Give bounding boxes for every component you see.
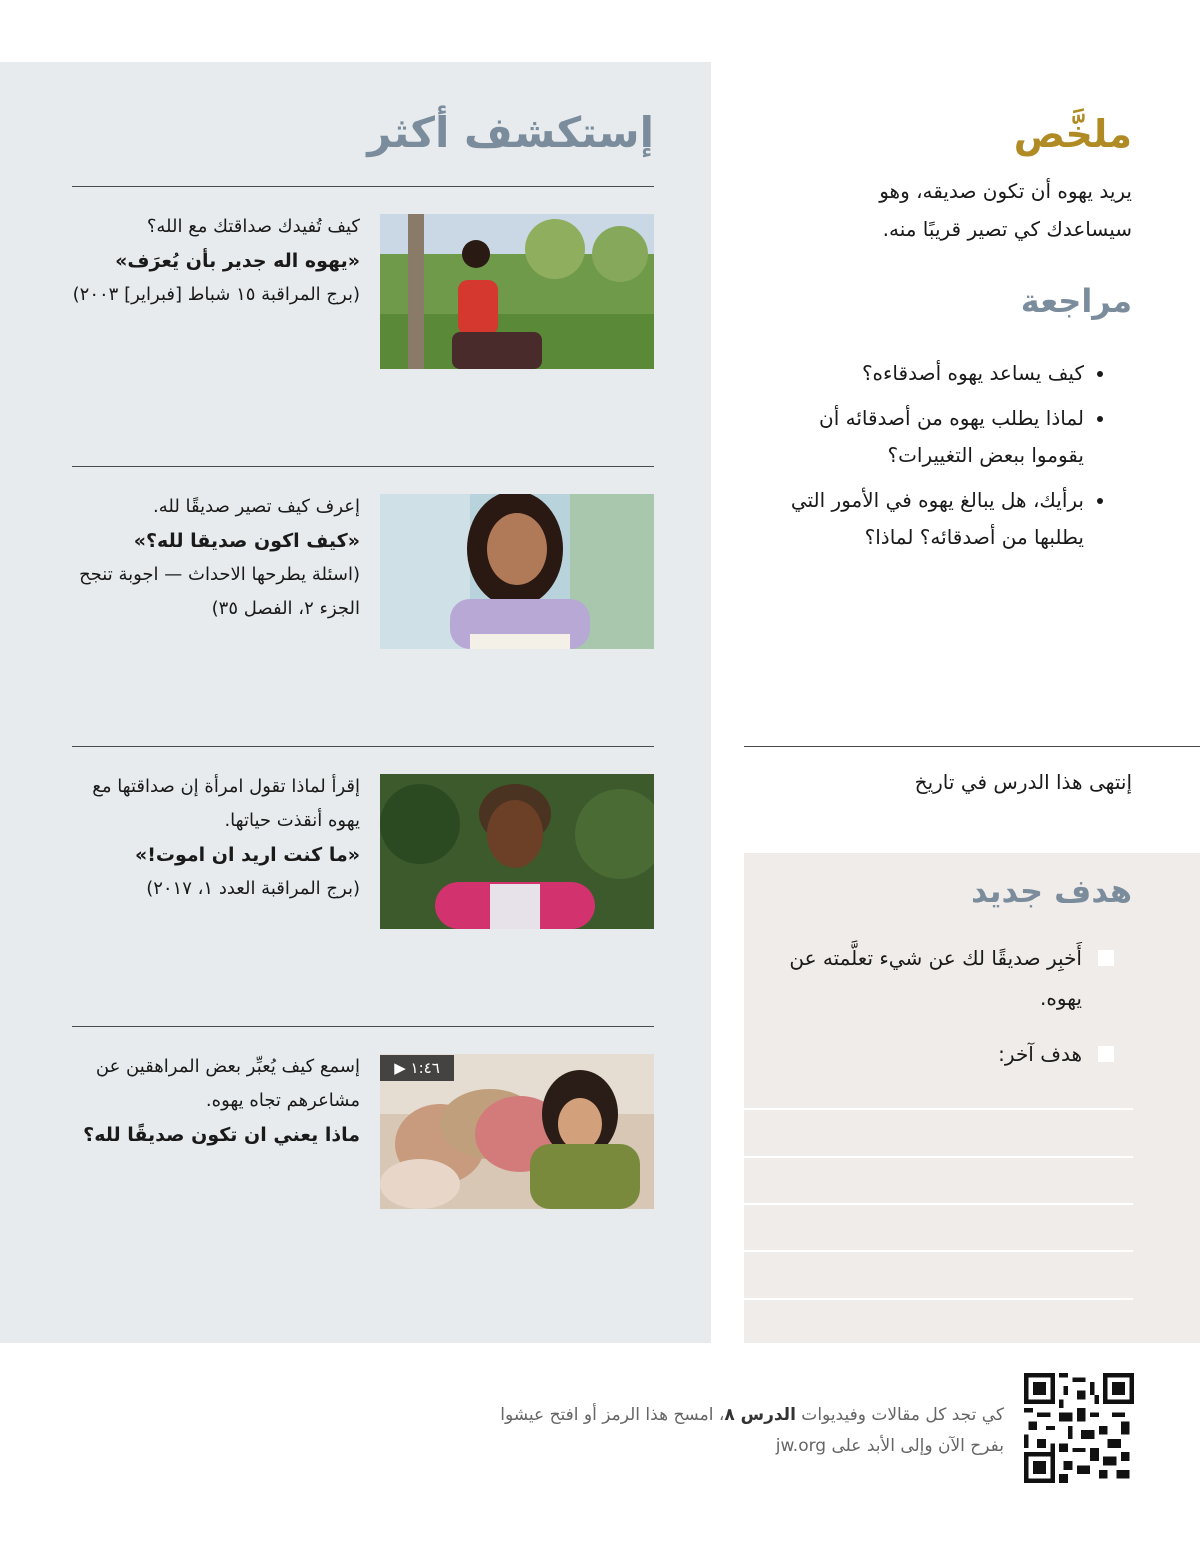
explore-item-intro: إقرأ لماذا تقول امرأة إن صداقتها مع يهوه أنقذت حياتها. [92,776,360,831]
explore-item-source: (برج المراقبة ١٥ شباط [فبراير] ٢٠٠٣) [72,284,360,305]
goal-option[interactable] [784,938,1114,1018]
footer-text [484,1400,1004,1462]
writing-line[interactable] [744,1156,1133,1158]
writing-line[interactable] [744,1250,1133,1252]
explore-item-text [70,770,360,906]
goal-option[interactable] [784,1034,1114,1074]
review-title: مراجعة [1020,282,1132,320]
explore-item-source: (برج المراقبة العدد ١، ٢٠١٧) [146,878,360,899]
writing-line[interactable] [744,1203,1133,1205]
smiling-woman-photo[interactable] [380,774,654,929]
video-duration: ١:٤٦ [410,1059,440,1077]
qr-code[interactable] [1024,1373,1134,1483]
explore-item-text [70,490,360,626]
explore-item-link[interactable]: «كيف اكون صديقا لله؟» [133,530,360,552]
review-question: • برأيك، هل يبالغ يهوه في الأمور التي يطلبها من أصدقائه؟ لماذا؟ [784,482,1084,556]
divider [72,186,654,187]
divider [72,1026,654,1027]
review-list [784,355,1110,564]
writing-line[interactable] [744,1108,1133,1110]
divider [72,746,654,747]
goal-option-label: أَخبِر صديقًا لك عن شيء تعلَّمته عن يهوه. [789,946,1082,1010]
goal-option-label: هدف آخر: [998,1042,1082,1066]
explore-item-video-link[interactable]: ماذا يعني ان تكون صديقًا لله؟ [83,1124,360,1146]
new-goal-panel [744,853,1200,1343]
explore-item-text [70,210,360,312]
footer-text-before: كي تجد كل مقالات وفيديوات [795,1405,1004,1425]
explore-item-intro: إعرف كيف تصير صديقًا لله. [153,496,360,517]
summary-title: ملخَّص [1013,112,1132,156]
explore-item-source: (اسئلة يطرحها الاحداث — اجوبة تنجح الجزء ٢، الفصل ٣٥) [79,564,360,619]
footer-lesson: الدرس ٨ [724,1405,796,1425]
divider [72,466,654,467]
checkbox[interactable] [1098,950,1114,966]
review-question: • لماذا يطلب يهوه من أصدقائه أن يقوموا ببعض التغييرات؟ [784,400,1084,474]
checkbox[interactable] [1098,1046,1114,1062]
video-duration-badge[interactable] [380,1055,454,1081]
explore-more-title: إستكشف أكثر [367,108,654,157]
woman-in-orchard-photo[interactable] [380,214,654,369]
review-question: • كيف يساعد يهوه أصدقاءه؟ [784,355,1084,392]
explore-item-link[interactable]: «ما كنت اريد ان اموت!» [134,844,360,866]
summary-text: يريد يهوه أن تكون صديقه، وهو سيساعدك كي تصير قريبًا منه. [879,179,1132,241]
writing-line[interactable] [744,1298,1133,1300]
footer-text-after: ، امسح هذا الرمز أو افتح عيشوا بفرح الآن وإلى الأبد على jw.org [500,1405,1004,1456]
explore-item-intro: كيف تُفيدك صداقتك مع الله؟ [146,216,360,237]
divider [744,746,1200,747]
explore-item-text [70,1050,360,1152]
explore-item-intro: إسمع كيف يُعبِّر بعض المراهقين عن مشاعرهم تجاه يهوه. [95,1056,360,1111]
play-icon: ▶ [394,1059,406,1077]
new-goal-title: هدف جديد [970,872,1132,910]
lesson-finished-date-label: إنتهى هذا الدرس في تاريخ [914,770,1132,794]
explore-item-link[interactable]: «يهوه اله جدير بأن يُعرَف» [115,250,360,272]
girl-reading-photo[interactable] [380,494,654,649]
